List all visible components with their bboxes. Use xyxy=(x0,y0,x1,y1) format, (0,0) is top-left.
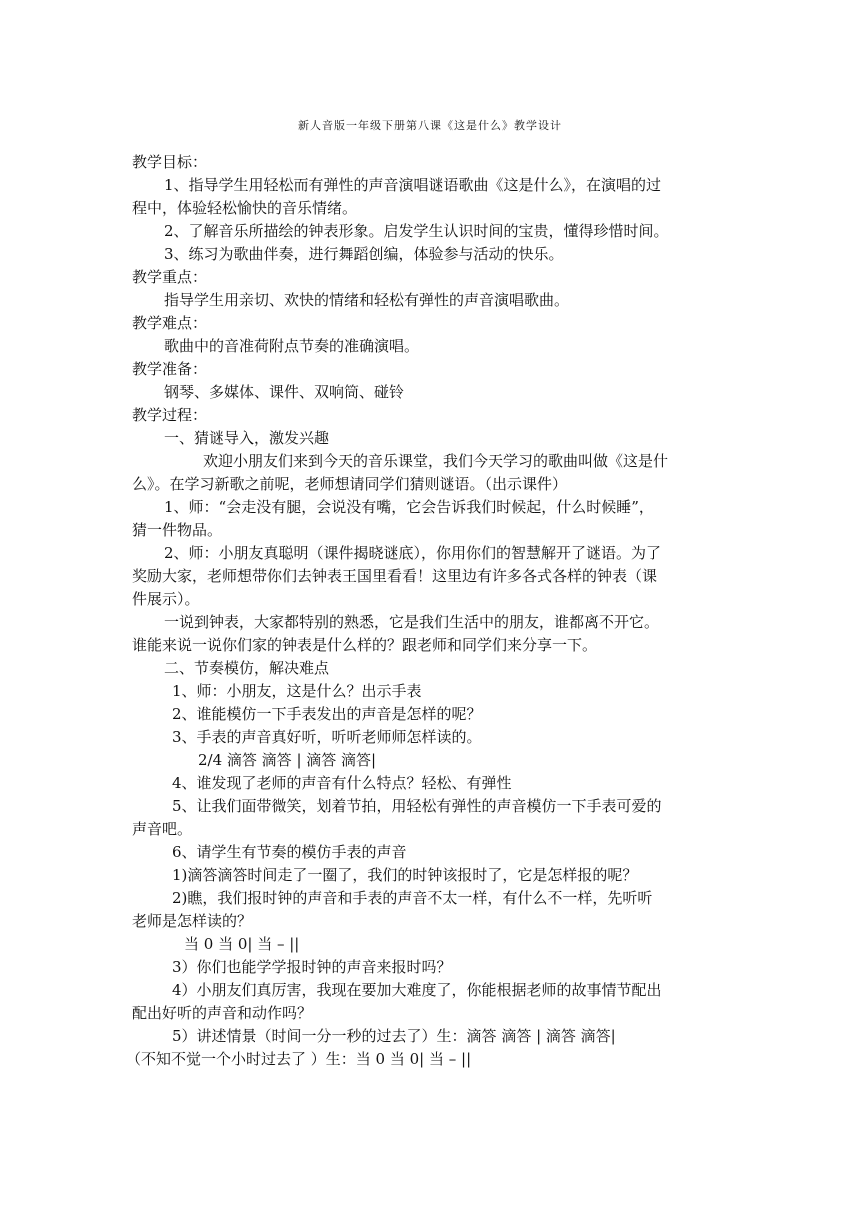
paragraph-line: 歌曲中的音准荷附点节奏的准确演唱。 xyxy=(164,337,420,355)
paragraph-line: 6、请学生有节奏的模仿手表的声音 xyxy=(172,843,407,861)
paragraph-line: 件展示）。 xyxy=(132,590,200,608)
section-heading-key-points: 教学重点： xyxy=(132,268,208,286)
paragraph-line: 声音吧。 xyxy=(132,820,193,838)
paragraph-line: 1)滴答滴答时间走了一圈了，我们的时钟该报时了，它是怎样报的呢？ xyxy=(172,866,638,884)
paragraph-line: 程中，体验轻松愉快的音乐情绪。 xyxy=(132,199,358,217)
paragraph-line: 1、师：“会走没有腿，会说没有嘴，它会告诉我们时候起，什么时候睡”， xyxy=(164,498,654,516)
rhythm-notation: 当 0 当 0| 当 – || xyxy=(184,935,300,953)
section-heading-preparation: 教学准备： xyxy=(132,360,208,378)
paragraph-line: 5）讲述情景（时间一分一秒的过去了）生：滴答 滴答 | 滴答 滴答| xyxy=(172,1027,616,1045)
section-heading-difficulties: 教学难点： xyxy=(132,314,208,332)
paragraph-line: 4、谁发现了老师的声音有什么特点？轻松、有弹性 xyxy=(172,774,512,792)
paragraph-line: 2、师：小朋友真聪明（课件揭晓谜底），你用你们的智慧解开了谜语。为了 xyxy=(164,544,662,562)
paragraph-line: 么》。在学习新歌之前呢，老师想请同学们猜则谜语。（出示课件） xyxy=(132,475,568,493)
paragraph-line: 钢琴、多媒体、课件、双响筒、碰铃 xyxy=(164,383,405,401)
paragraph-line: 3、练习为歌曲伴奏，进行舞蹈创编，体验参与活动的快乐。 xyxy=(164,245,564,263)
paragraph-line: 3、手表的声音真好听，听听老师师怎样读的。 xyxy=(172,728,482,746)
paragraph-line: 5、让我们面带微笑，划着节拍，用轻松有弹性的声音模仿一下手表可爱的 xyxy=(172,797,662,815)
section-heading-objectives: 教学目标： xyxy=(132,153,208,171)
paragraph-line: 指导学生用亲切、欢快的情绪和轻松有弹性的声音演唱歌曲。 xyxy=(164,291,570,309)
subsection-heading: 一、猜谜导入，激发兴趣 xyxy=(164,429,330,447)
paragraph-line: 4）小朋友们真厉害，我现在要加大难度了，你能根据老师的故事情节配出 xyxy=(172,981,662,999)
section-heading-process: 教学过程： xyxy=(132,406,208,424)
paragraph-line: （不知不觉一个小时过去了 ）生：当 0 当 0| 当 – || xyxy=(126,1050,472,1068)
paragraph-line: 2、谁能模仿一下手表发出的声音是怎样的呢？ xyxy=(172,705,482,723)
paragraph-line: 3）你们也能学学报时钟的声音来报时吗？ xyxy=(172,958,452,976)
paragraph-line: 一说到钟表，大家都特别的熟悉，它是我们生活中的朋友，谁都离不开它。 xyxy=(164,613,660,631)
paragraph-line: 老师是怎样读的？ xyxy=(132,912,253,930)
paragraph-line: 谁能来说一说你们家的钟表是什么样的？跟老师和同学们来分享一下。 xyxy=(132,636,598,654)
document-title: 新人音版一年级下册第八课《这是什么》教学设计 xyxy=(298,119,562,132)
paragraph-line: 猜一件物品。 xyxy=(132,521,223,539)
paragraph-line: 奖励大家，老师想带你们去钟表王国里看看！这里边有许多各式各样的钟表（课 xyxy=(132,567,658,585)
rhythm-notation: 2/4 滴答 滴答 | 滴答 滴答| xyxy=(198,751,377,769)
paragraph-line: 欢迎小朋友们来到今天的音乐课堂，我们今天学习的歌曲叫做《这是什 xyxy=(203,452,669,470)
paragraph-line: 1、师：小朋友，这是什么？出示手表 xyxy=(172,682,422,700)
paragraph-line: 2、了解音乐所描绘的钟表形象。启发学生认识时间的宝贵，懂得珍惜时间。 xyxy=(164,222,669,240)
subsection-heading: 二、节奏模仿，解决难点 xyxy=(164,659,330,677)
paragraph-line: 2)瞧，我们报时钟的声音和手表的声音不太一样，有什么不一样，先听听 xyxy=(172,889,653,907)
paragraph-line: 1、指导学生用轻松而有弹性的声音演唱谜语歌曲《这是什么》，在演唱的过 xyxy=(164,176,662,194)
paragraph-line: 配出好听的声音和动作吗？ xyxy=(132,1004,313,1022)
